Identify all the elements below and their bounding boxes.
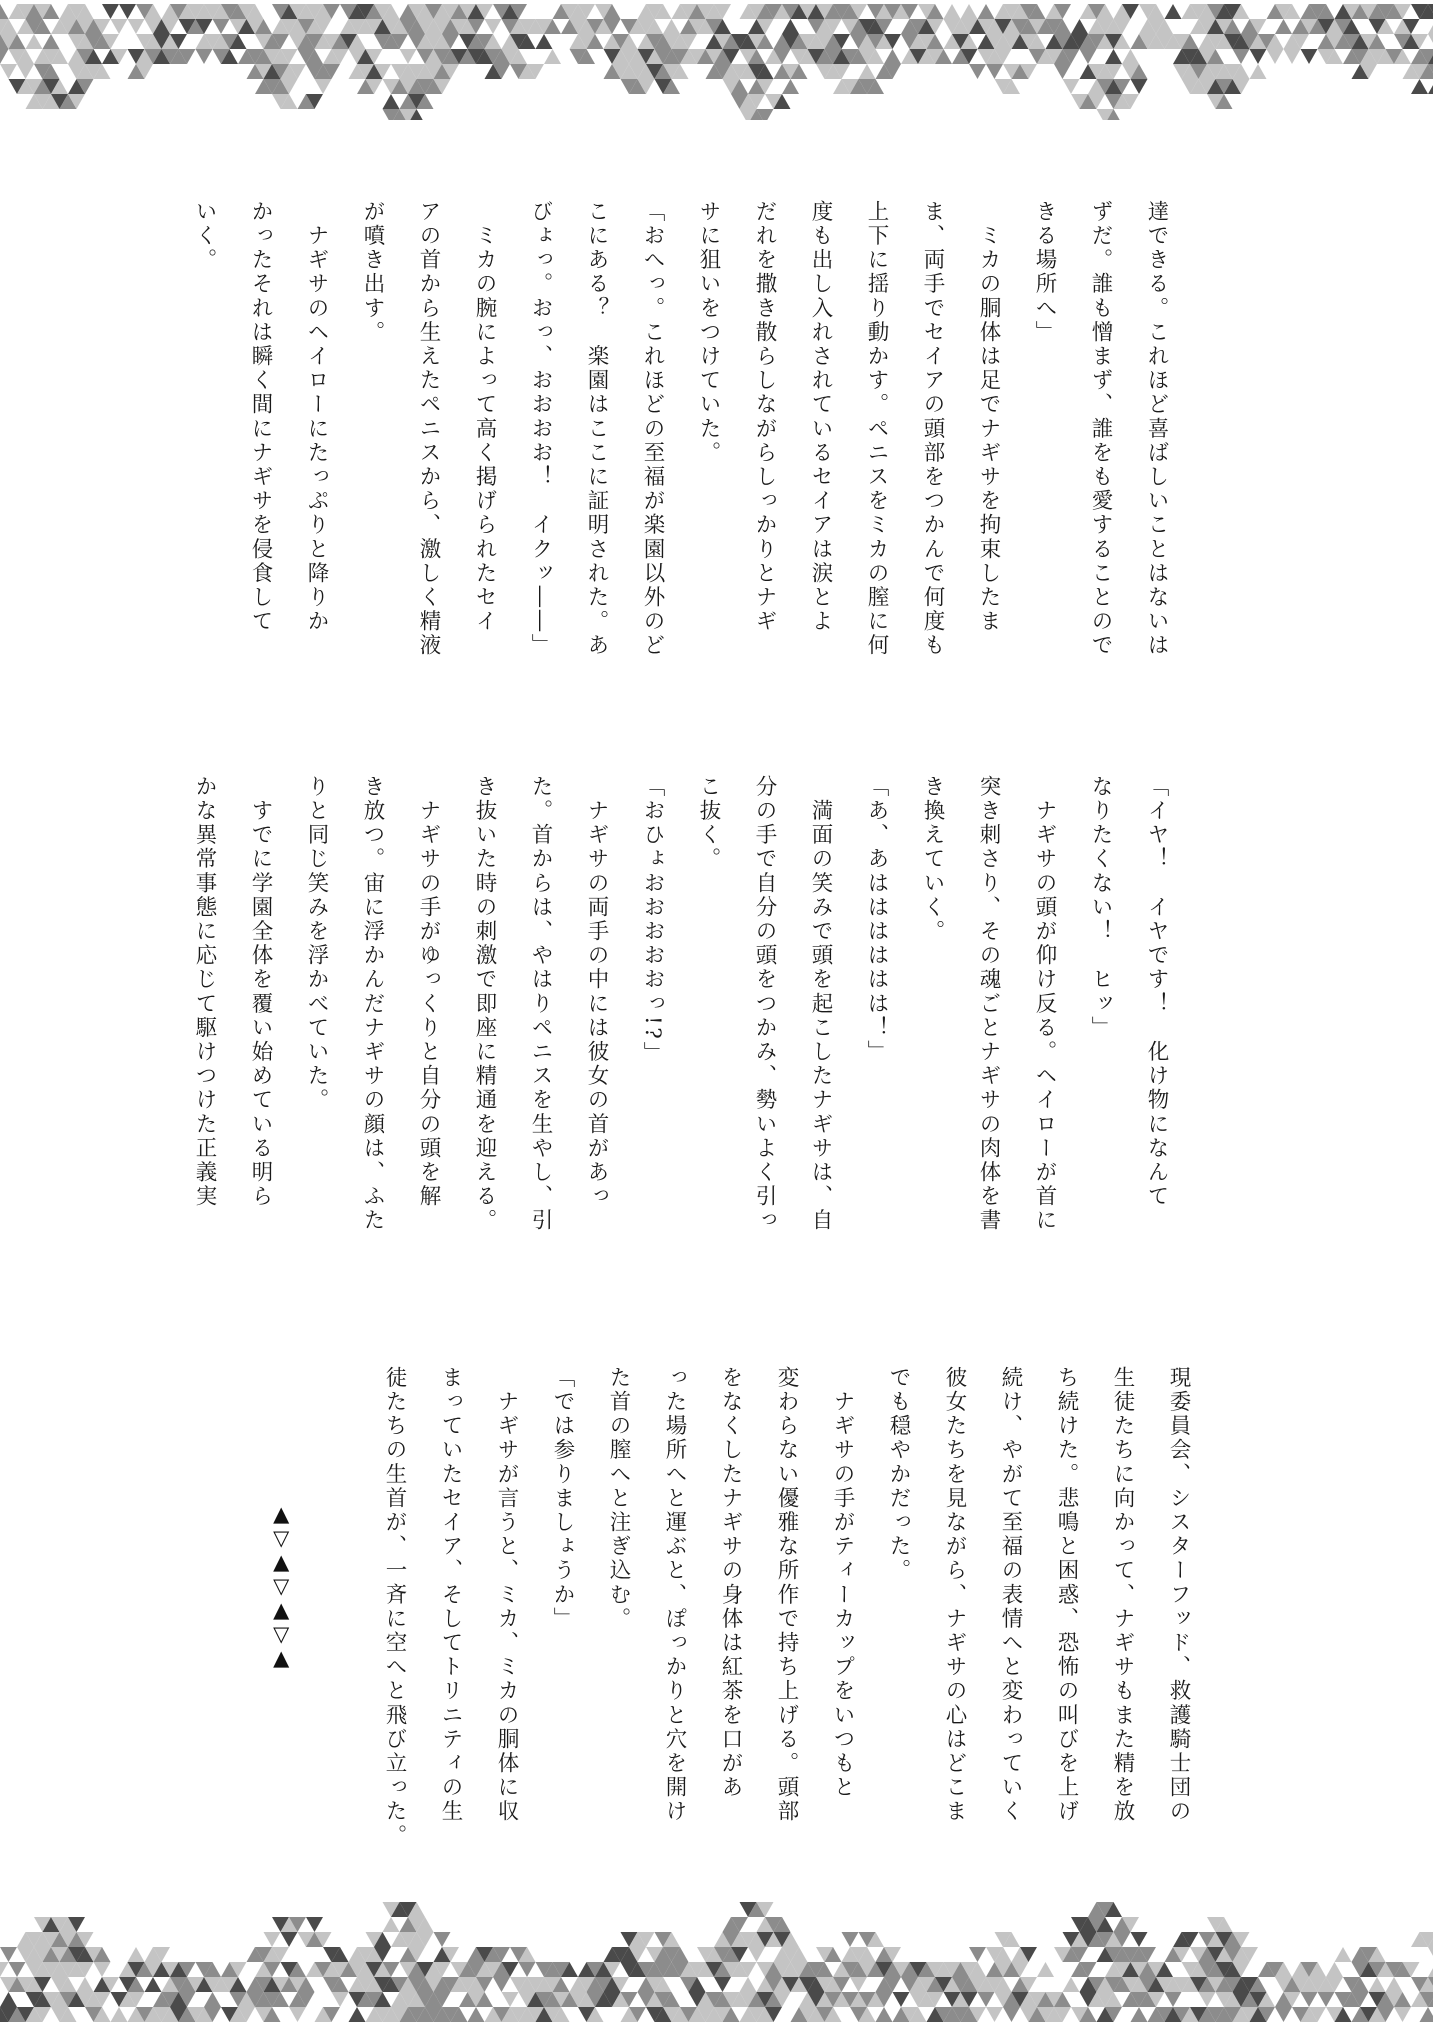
mosaic-triangle <box>468 2007 485 2022</box>
mosaic-triangle <box>128 19 145 34</box>
mosaic-triangle <box>264 1932 281 1947</box>
mosaic-triangle <box>119 4 136 19</box>
mosaic-triangle <box>544 49 561 64</box>
mosaic-triangle <box>332 1992 349 2007</box>
top-triangle-pattern-icon <box>0 0 1433 120</box>
mosaic-triangle <box>17 64 34 79</box>
mosaic-triangle <box>1301 1992 1318 2007</box>
mosaic-triangle <box>204 1992 221 2007</box>
mosaic-triangle <box>0 49 9 64</box>
mosaic-triangle <box>0 64 17 79</box>
mosaic-triangle <box>1284 49 1301 64</box>
mosaic-triangle <box>1428 79 1433 94</box>
mosaic-triangle <box>978 1992 995 2007</box>
mosaic-triangle <box>1250 64 1267 79</box>
mosaic-triangle <box>782 19 799 34</box>
mosaic-triangle <box>0 1992 17 2007</box>
mosaic-triangle <box>493 1977 510 1992</box>
mosaic-triangle <box>1131 1932 1148 1947</box>
mosaic-triangle <box>961 4 978 19</box>
mosaic-triangle <box>77 1977 94 1992</box>
mosaic-triangle <box>400 49 417 64</box>
mosaic-triangle <box>1063 79 1080 94</box>
mosaic-triangle <box>0 1947 17 1962</box>
mosaic-triangle <box>1428 19 1433 34</box>
mosaic-triangle <box>944 4 961 19</box>
mosaic-triangle <box>782 79 799 94</box>
mosaic-triangle <box>1080 49 1097 64</box>
mosaic-triangle <box>876 2007 893 2022</box>
mosaic-triangle <box>0 4 9 19</box>
mosaic-triangle <box>315 79 332 94</box>
mosaic-triangle <box>306 1917 323 1932</box>
text-block-lower: 現委員会、シスターフッド、救護騎士団の 生徒たちに向かって、ナギサもまた精を放 ち続けた。悲鳴と困惑、恐怖の叫びを上げ 続け、やがて至福の表情へと変わっていく 彼女たちを見ながら、ナギサの心はどこま でも穏やかだった。 ナギサの手がティーカップをいつもと 変わらない優雅な所作で持ち上げる。頭部 をなくしたナギサの身体は紅茶を口があ った場所へと運ぶと、ぽっかりと穴を開け た首の膣へと注ぎ込む。 「では参りましょうか」 ナギサが言うと、ミカ、ミカの胴体に収 まっていたセイア、そしてトリニティの生 徒たちの生首が、一斉に空へと飛び立った。 <box>382 1366 1191 1848</box>
mosaic-triangle <box>1428 34 1433 49</box>
mosaic-triangle <box>1275 2007 1292 2022</box>
mosaic-triangle <box>519 1962 536 1977</box>
mosaic-triangle <box>128 1947 145 1962</box>
mosaic-triangle <box>748 1947 765 1962</box>
mosaic-triangle <box>485 19 502 34</box>
mosaic-triangle <box>1394 2007 1411 2022</box>
mosaic-triangle <box>1003 2007 1020 2022</box>
mosaic-triangle <box>1275 19 1292 34</box>
bottom-triangle-pattern-icon <box>0 1895 1433 2024</box>
mosaic-triangle <box>1233 49 1250 64</box>
mosaic-triangle <box>111 19 128 34</box>
mosaic-triangle <box>102 4 119 19</box>
mosaic-triangle <box>383 1917 400 1932</box>
mosaic-triangle <box>978 4 995 19</box>
mosaic-triangle <box>1301 49 1318 64</box>
mosaic-triangle <box>1250 49 1267 64</box>
mosaic-triangle <box>1037 1962 1054 1977</box>
mosaic-triangle <box>94 1962 111 1977</box>
mosaic-triangle <box>740 1977 757 1992</box>
mosaic-triangle <box>111 2007 128 2022</box>
mosaic-triangle <box>1122 49 1139 64</box>
mosaic-triangle <box>1318 1992 1335 2007</box>
mosaic-triangle <box>1428 1947 1433 1962</box>
mosaic-triangle <box>383 94 400 109</box>
mosaic-triangle <box>1054 64 1071 79</box>
mosaic-triangle <box>969 1947 986 1962</box>
mosaic-triangle <box>43 34 60 49</box>
mosaic-triangle <box>536 34 553 49</box>
mosaic-triangle <box>1420 2007 1433 2022</box>
text-block-upper: 達できる。これほど喜ばしいことはないは ずだ。誰も憎まず、誰をも愛することので きる場所へ」 ミカの胴体は足でナギサを拘束したま ま、両手でセイアの頭部をつかんで何度も 上下に揺り動かす。ペニスをミカの膣に何 度も出し入れされているセイアは涙とよ だれを撒き散らしながらしっかりとナギ サに狙いをつけていた。 「おへっ。これほどの至福が楽園以外のど こにある？ 楽園はここに証明された。あ びょっ。おっ、おおおお！ イクッ――」 ミカの腕によって高く掲げられたセイ アの首から生えたペニスから、激しく精液 が噴き出す。 ナギサのヘイローにたっぷりと降りか かったそれは瞬く間にナギサを侵食して いく。 <box>192 200 1169 658</box>
mosaic-triangle <box>1105 49 1122 64</box>
mosaic-triangle <box>1199 1992 1216 2007</box>
mosaic-triangle <box>859 64 876 79</box>
mosaic-triangle <box>986 2007 1003 2022</box>
mosaic-triangle <box>0 1962 9 1977</box>
mosaic-triangle <box>502 1992 519 2007</box>
scene-break-ornament: ▲▽▲▽▲▽▲ <box>269 1502 294 1670</box>
mosaic-triangle <box>1267 49 1284 64</box>
mosaic-triangle <box>9 1962 26 1977</box>
text-block-middle: 「イヤ！ イヤです！ 化け物になんて なりたくない！ ヒッ」 ナギサの頭が仰け反る。ヘイローが首に 突き刺さり、その魂ごとナギサの肉体を書 き換えていく。 「あ、あはははははは！」 満面の笑みで頭を起こしたナギサは、自 分の手で自分の頭をつかみ、勢いよく引っ こ抜く。 「おひょおおおおおっ!?」 ナギサの両手の中には彼女の首があっ た。首からは、やはりペニスを生やし、引 き抜いた時の刺激で即座に精通を迎える。 ナギサの手がゆっくりと自分の頭を解 き放つ。宙に浮かんだナギサの顔は、ふた りと同じ笑みを浮かべていた。 すでに学園全体を覆い始めている明ら かな異常事態に応じて駆けつけた正義実 <box>192 775 1169 1233</box>
mosaic-triangle <box>1326 1962 1343 1977</box>
mosaic-triangle <box>349 2007 366 2022</box>
mosaic-triangle <box>893 1992 910 2007</box>
mosaic-triangle <box>434 1932 451 1947</box>
mosaic-triangle <box>1386 1977 1403 1992</box>
mosaic-triangle <box>1071 19 1088 34</box>
mosaic-triangle <box>1131 2007 1148 2022</box>
mosaic-triangle <box>986 64 1003 79</box>
mosaic-triangle <box>281 1932 298 1947</box>
mosaic-triangle <box>196 49 213 64</box>
mosaic-triangle <box>1063 1977 1080 1992</box>
mosaic-triangle <box>884 49 901 64</box>
mosaic-triangle <box>1428 1962 1433 1977</box>
mosaic-triangle <box>1335 1947 1352 1962</box>
mosaic-triangle <box>26 34 43 49</box>
mosaic-triangle <box>969 64 986 79</box>
mosaic-triangle <box>1165 4 1182 19</box>
mosaic-triangle <box>850 1977 867 1992</box>
mosaic-triangle <box>1131 79 1148 94</box>
mosaic-triangle <box>663 19 680 34</box>
mosaic-triangle <box>1165 1992 1182 2007</box>
mosaic-triangle <box>213 19 230 34</box>
mosaic-triangle <box>714 1977 731 1992</box>
mosaic-triangle <box>842 1932 859 1947</box>
mosaic-triangle <box>1411 79 1428 94</box>
mosaic-triangle <box>289 2007 306 2022</box>
mosaic-triangle <box>145 1977 162 1992</box>
mosaic-triangle <box>1369 1977 1386 1992</box>
